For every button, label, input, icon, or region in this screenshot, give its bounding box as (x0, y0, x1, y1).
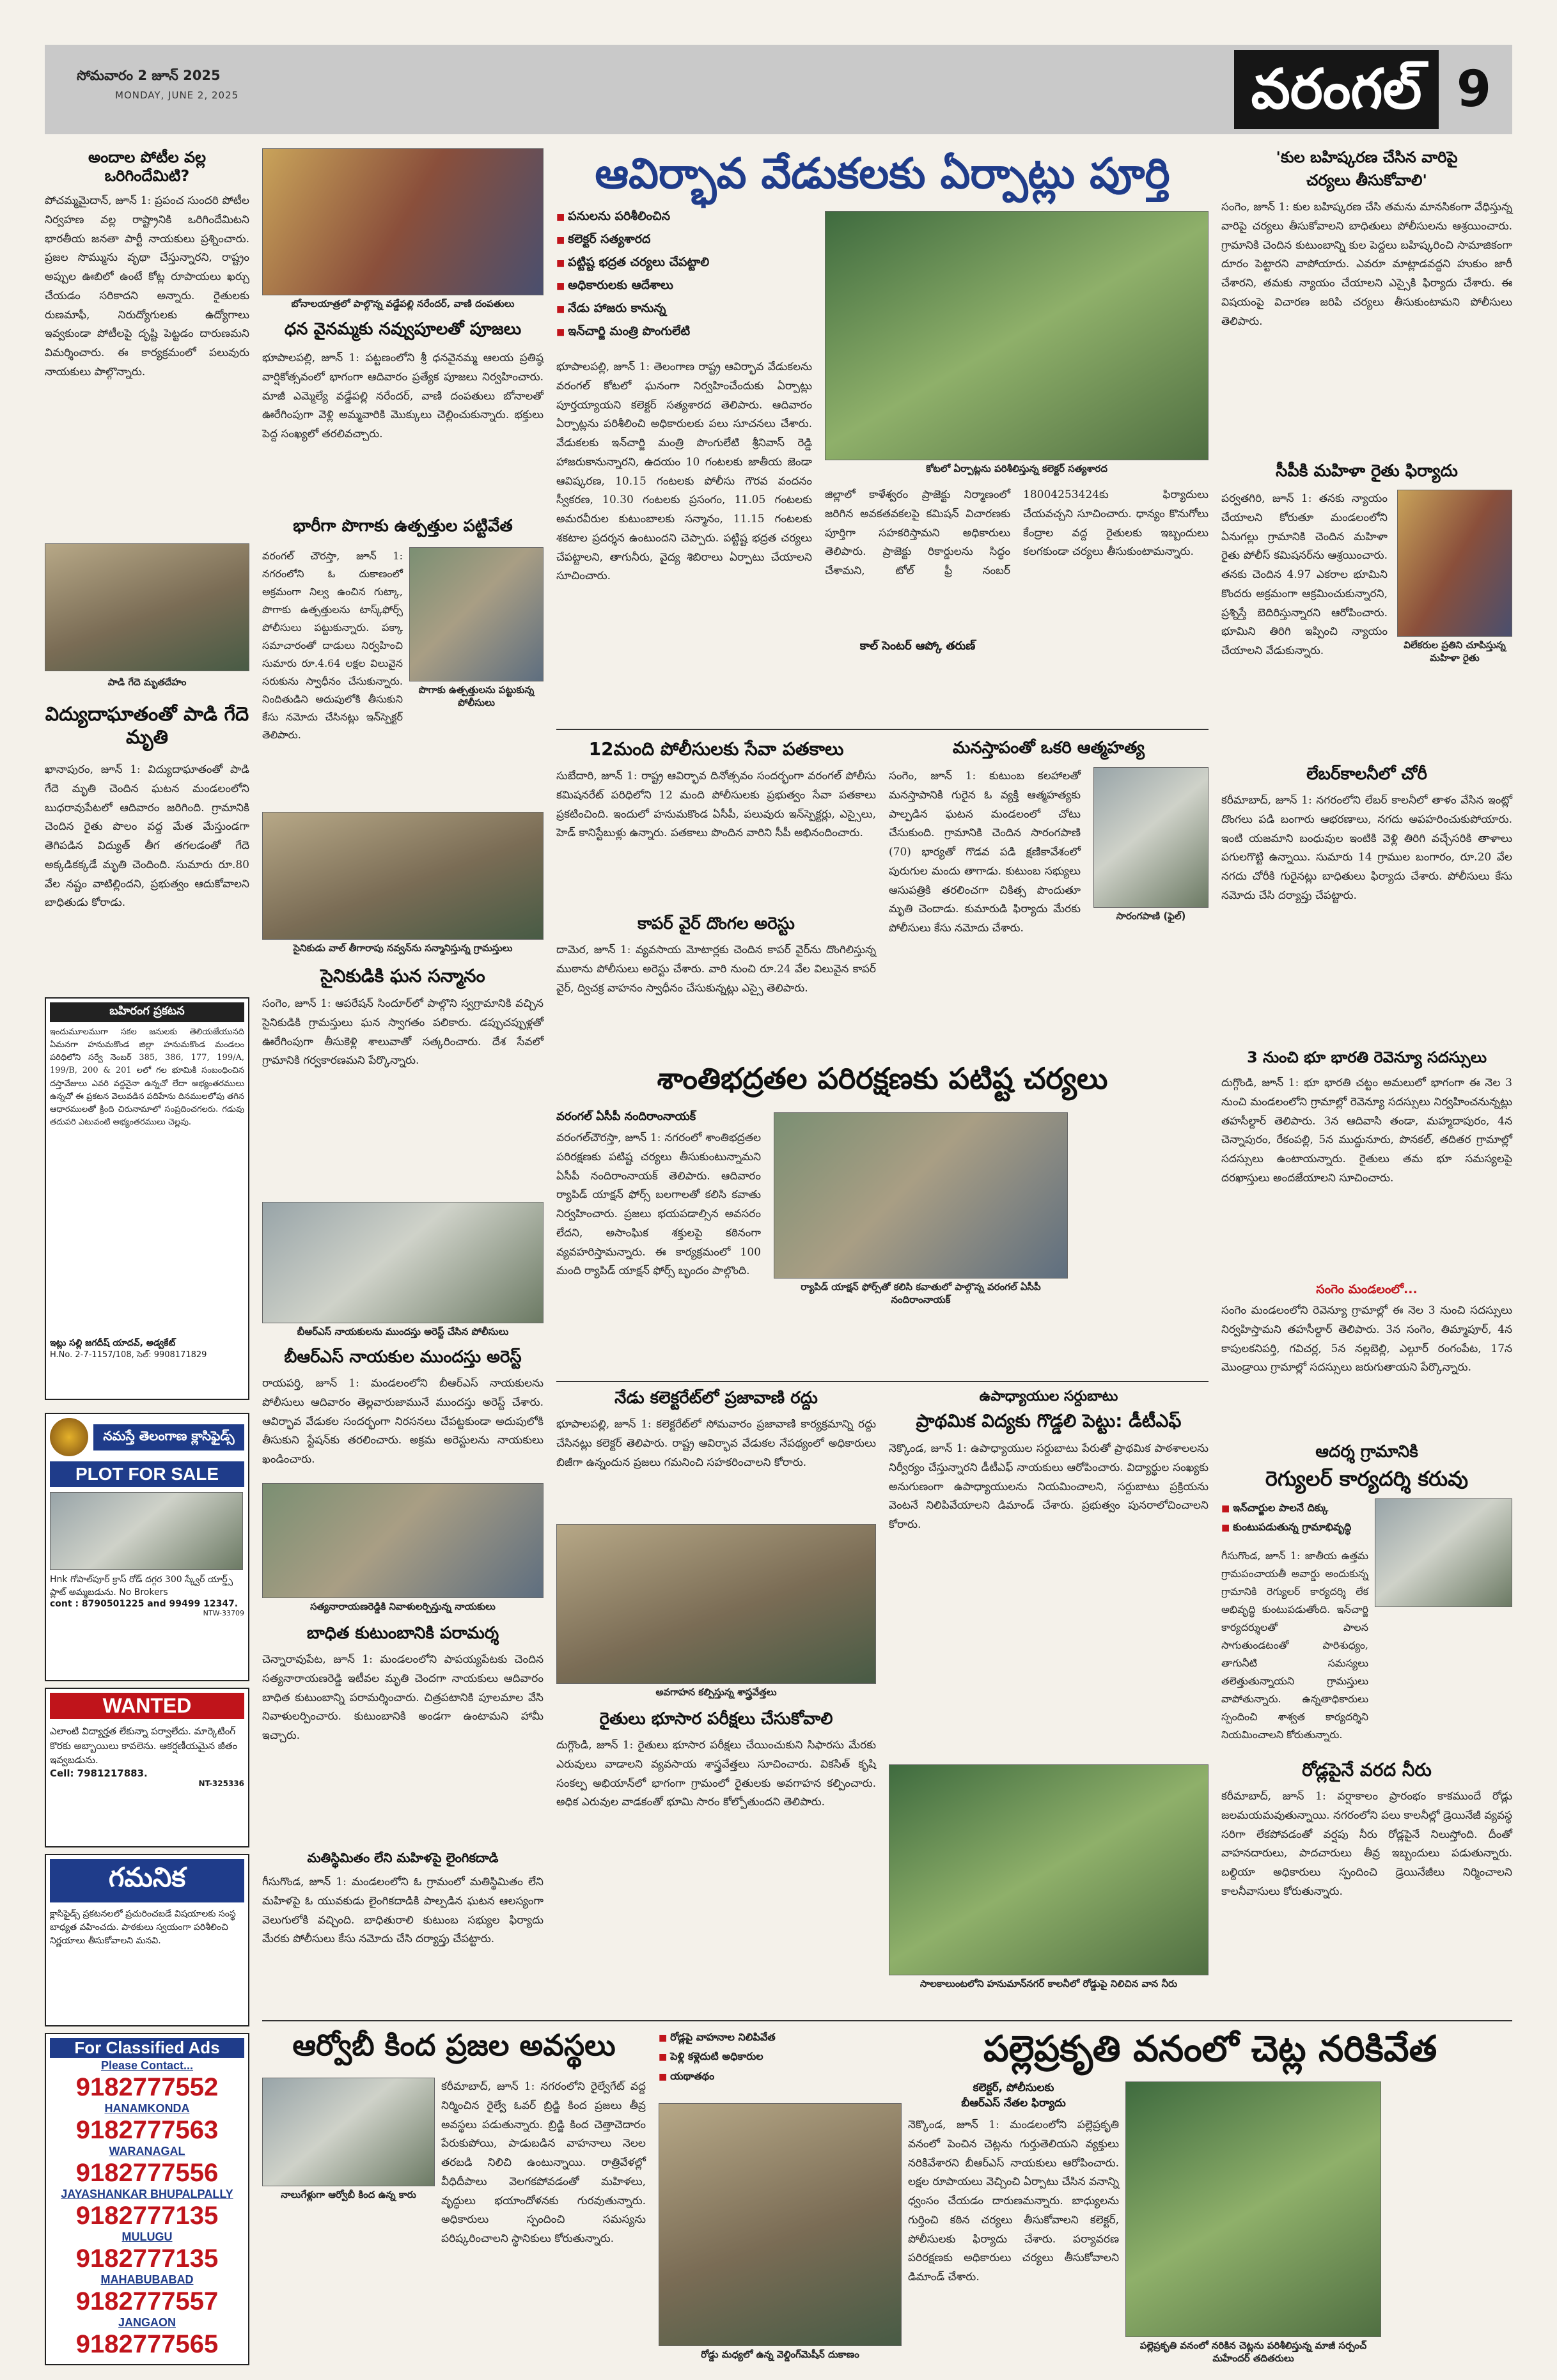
contact-phone-7: 9182777565 (75, 2330, 219, 2358)
rob-bullet-1: ■ రోడ్లపై వాహనాల నిలిపివేత (659, 2028, 902, 2047)
contact-phone-5: 9182777135 (75, 2244, 219, 2273)
headline-caste-boycott-a: 'కుల బహిష్కరణ చేసిన వారిపై (1276, 148, 1458, 166)
main-bullet-2: ■ కలెక్టర్ సత్యశారద (556, 228, 812, 251)
plot-sale-text: Hnk గోపాల్‌పూర్ క్రాస్ రోడ్ దగ్గర 300 స్క్వేర్ యార్డ్స్ ప్లాట్ అమ్మబడును. No Brokers (50, 1575, 233, 1598)
page-number: 9 (1456, 61, 1492, 118)
article-woman-farmer: పర్వతగిరి, జూన్ 1: తనకు న్యాయం చేయాలని కోరుతూ మండలంలోని ఏనుగల్లు గ్రామానికి చెందిన మహిళా రైతు పోలీస్ కమిషనర్‌ను ఆశ్రయించారు. తనకు చెందిన 4.97 ఎకరాల భూమిని కొందరు అక్రమంగా ఆక్రమించుకున్నారని, ప్రశ్నిస్తే బెదిరిస్తున్నారని ఆరోపించారు. భూమిని తిరిగి ఇప్పించి న్యాయం చేయాలని వేడుకున్నారు. (1221, 492, 1388, 657)
headline-soldier-felicitation: సైనికుడికి ఘన సన్మానం (320, 965, 485, 986)
subhead-tree-felling-2: బీఆర్‌ఎస్ నేతల ఫిర్యాదు (961, 2097, 1066, 2110)
divider (262, 2020, 1512, 2021)
subhead-sangem-mandal: సంగెం మండలంలో... (1316, 1282, 1418, 1296)
headline-secretary-a: ఆదర్శ గ్రామానికి (1315, 1442, 1418, 1461)
classified-contacts-box (45, 2033, 249, 2365)
photo-flag-march (774, 1112, 1068, 1279)
for-classified-ads-label: For Classified Ads (50, 2038, 244, 2058)
public-notice-signature: ఇట్లు సల్లి జగదీష్ యాదవ్, అడ్వకేట్ (50, 1338, 176, 1348)
public-notice-box (45, 997, 249, 1400)
caption-scientists: అవగాహన కల్పిస్తున్న శాస్త్రవేత్తలు (655, 1686, 777, 1698)
caption-welding-shop: రోడ్డు మధ్యలో ఉన్న వెల్డింగ్‌మెషీన్ దుకాణం (701, 2349, 859, 2360)
article-beauty-contest: పోచమ్మమైదాన్, జూన్ 1: ప్రపంచ సుందరి పోటీల నిర్వహణ వల్ల రాష్ట్రానికి ఒరిగిందేమిటని భారతీయ జనతా పార్టీ నాయకులు ప్రశ్నించారు. ప్రజల సొమ్మును వృథా చేస్తున్నారని, రాష్ట్రం అప్పుల ఊబిలో ఉంటే కోట్ల రూపాయలు ఖర్చు చేయడం సరికాదని అన్నారు. రైతులకు రుణమాఫీ, నిరుద్యోగులకు ఉద్యోగాలు ఇవ్వకుండా పోటీలపై దృష్టి పెట్టడం దారుణమని విమర్శించారు. ఈ కార్యక్రమంలో పలువురు నాయకులు పాల్గొన్నారు. (45, 194, 249, 378)
caption-waterlogged-road: సాలకాలుంటలోని హనుమాన్‌నగర్ కాలనీలో రోడ్డుపై నిలిచిన వాన నీరు (919, 1978, 1178, 1989)
article-peace-security-cont (1081, 1112, 1209, 1374)
headline-dtf: ప్రాథమిక విద్యకు గొడ్డలి పెట్టు: డీటీఎఫ్ (916, 1410, 1182, 1431)
headline-suicide: మనస్తాపంతో ఒకరి ఆత్మహత్య (952, 738, 1145, 758)
photo-felled-trees (1125, 2081, 1381, 2337)
contact-place-4: MULUGU (121, 2230, 173, 2243)
edition-name: వరంగల్ (1234, 50, 1439, 129)
photo-deceased (1093, 767, 1209, 908)
article-caste-boycott: సంగెం, జూన్ 1: కుల బహిష్కరణ చేసి తమను మానసికంగా వేధిస్తున్న వారిపై చర్యలు తీసుకోవాలని బాధితులు పోలీసులను ఆశ్రయించారు. గ్రామానికి చెందిన కుటుంబాన్ని కుల పెద్దలు బహిష్కరించి సామాజికంగా దూరం పెట్టారని వాపోయారు. ఎవరూ మాట్లాడవద్దని హుకుం జారీ చేశారని, తమకు న్యాయం చేయాలని ఎస్సైకి ఫిర్యాదు చేశారు. ఈ విషయంపై విచారణ జరిపి చర్యలు తీసుకుంటామని పోలీసులు తెలిపారు. (1221, 201, 1512, 328)
photo-tribute (262, 1483, 544, 1598)
wanted-code: NT-325336 (198, 1778, 244, 1788)
contact-place-2: WARANAGAL (109, 2145, 185, 2158)
secretary-bullet-2: ■ కుంటుపడుతున్న గ్రామాభివృద్ధి (1221, 1518, 1368, 1537)
public-notice-address: H.No. 2-7-1157/108, సెల్: 9908171829 (50, 1350, 207, 1360)
photo-waterlogged-road (889, 1764, 1209, 1975)
plot-for-sale-banner: PLOT FOR SALE (50, 1461, 244, 1487)
article-flood-water: కరీమాబాద్, జూన్ 1: వర్షాకాలం ప్రారంభం కాకముందే రోడ్లు జలమయమవుతున్నాయి. నగరంలోని పలు కాలనీల్లో డ్రెయినేజీ వ్యవస్థ సరిగా లేకపోవడంతో వర్షపు నీరు రోడ్లపైనే నిలుస్తోంది. దీంతో వాహనదారులు, పాదచారులు తీవ్ర ఇబ్బందులు పడుతున్నారు. బల్దియా అధికారులు స్పందించి డ్రెయినేజీలు నిర్మించాలని కాలనీవాసులు కోరుతున్నారు. (1221, 1790, 1512, 1898)
headline-flood-water: రోడ్లపైనే వరద నీరు (1302, 1759, 1432, 1780)
subhead-call-center: కాల్ సెంటర్ ఆప్కో తరుణ్ (859, 639, 976, 653)
article-assault-case: గీసుగొండ, జూన్ 1: మండలంలోని ఓ గ్రామంలో మతిస్థిమితం లేని మహిళపై ఓ యువకుడు లైంగికదాడికి పాల్పడిన ఘటన ఆలస్యంగా వెలుగులోకి వచ్చింది. బాధితురాలి కుటుంబ సభ్యుల ఫిర్యాదు మేరకు పోలీసులు కేసు నమోదు చేసి దర్యాప్తు చేపట్టారు. (262, 1876, 544, 1946)
contact-phone-4: 9182777135 (75, 2202, 219, 2230)
byline-acp: వరంగల్ ఏసీపీ నందిరాంనాయక్ (556, 1110, 696, 1123)
article-rob-cont (262, 2212, 435, 2365)
wanted-banner: WANTED (50, 1693, 244, 1719)
article-tobacco-seizure-cont (262, 729, 544, 812)
headline-tobacco-seizure: భారీగా పొగాకు ఉత్పత్తుల పట్టివేత (293, 517, 513, 536)
photo-abandoned-car (262, 2078, 435, 2186)
classified-notice-box (45, 1854, 249, 2026)
main-bullet-3: ■ పట్టిష్ట భద్రత చర్యలు చేపట్టాలి (556, 251, 812, 274)
photo-dead-buffalo (45, 543, 249, 671)
wanted-contact: Cell: 7981217883. (50, 1767, 148, 1779)
divider (556, 729, 1209, 730)
headline-beauty-contest: అందాల పోటీల వల్ల ఒరిగిందేమిటి? (88, 148, 207, 185)
contact-phone-2: 9182777563 (75, 2116, 219, 2144)
photo-bonalu-procession (262, 148, 544, 295)
caption-abandoned-car: నాలుగేళ్లుగా ఆర్వోబీ కింద ఉన్న కారు (281, 2189, 416, 2200)
main-headline: ఆవిర్భావ వేడుకలకు ఏర్పాట్లు పూర్తి (595, 149, 1170, 198)
article-soldier-felicitation: సంగెం, జూన్ 1: ఆపరేషన్ సిందూర్‌లో పాల్గొని స్వగ్రామానికి వచ్చిన సైనికుడికి గ్రామస్తులు ఘన స్వాగతం పలికారు. డప్పుచప్పుళ్లతో ఊరేగింపుగా తీసుకెళ్లి శాలువాతో సత్కరించారు. దేశ సేవలో గ్రామానికి గర్వకారణమని పేర్కొన్నారు. (262, 997, 544, 1068)
contact-place-3: JAYASHANKAR BHUPALPALLY (61, 2188, 233, 2200)
contact-place-5: MAHABUBABAD (100, 2273, 194, 2286)
public-notice-body: ఇందుమూలముగా సకల జనులకు తెలియజేయునది ఏమనగా హనుమకొండ జిల్లా హనుమకొండ మండలం పరిధిలోని సర్వే నెంబర్ 385, 386, 177, 199/A, 199/B, 200 & 201 లలో గల భూమికి సంబంధించిన దస్తావేజులు ఎవరి వద్దనైనా ఉన్నచో లేదా అభ్యంతరములు ఉన్నచో ఈ ప్రకటన వెలువడిన పదిహేను దినములలోపు తగిన ఆధారములతో క్రింది చిరునామాలో సంప్రదించగలరు. గడువు తదుపరి ఎటువంటి అభ్యంతరములు చెల్లవు. (50, 1027, 244, 1127)
headline-brs-arrest: బీఆర్‌ఎస్ నాయకుల ముందస్తు అరెస్ట్ (284, 1348, 522, 1367)
main-bullet-1: ■ పనులను పరిశీలించిన (556, 205, 812, 228)
please-contact-label: Please Contact... (100, 2059, 194, 2072)
contact-place-1: HANAMKONDA (104, 2102, 190, 2115)
headline-assault-case: మతిస్థిమితం లేని మహిళపై లైంగికదాడి (307, 1850, 499, 1865)
article-dhana-vainamma: భూపాలపల్లి, జూన్ 1: పట్టణంలోని శ్రీ ధనవైనమ్మ ఆలయ ప్రతిష్ఠ వార్షికోత్సవంలో భాగంగా ఆదివారం ప్రత్యేక పూజలు నిర్వహించారు. మాజీ ఎమ్మెల్యే వడ్డేపల్లి నరేందర్, వాణి దంపతులు బోనాలతో ఊరేగింపుగా వెళ్లి అమ్మవారికి మొక్కులు చెల్లించుకున్నారు. భక్తులు పెద్ద సంఖ్యలో తరలివచ్చారు. (262, 352, 544, 440)
contact-place-6: JANGAON (118, 2316, 176, 2329)
article-peace-security: వరంగల్‌చౌరస్తా, జూన్ 1: నగరంలో శాంతిభద్రతల పరిరక్షణకు పటిష్ట చర్యలు తీసుకుంటున్నామని ఏసీపీ నందిరాంనాయక్ తెలిపారు. ఆదివారం ర్యాపిడ్ యాక్షన్ ఫోర్స్ బలగాలతో కలిసి కవాతు నిర్వహించారు. ప్రజలు భయపడాల్సిన అవసరం లేదని, అసాంఘిక శక్తులపై కఠినంగా వ్యవహరిస్తామన్నారు. ఈ కార్యక్రమంలో 100 మంది ర్యాపిడ్ యాక్షన్ ఫోర్స్ బృందం పాల్గొంది. (556, 1132, 761, 1278)
classified-plot-box (45, 1413, 249, 1681)
article-soil-test: దుగ్గొండి, జూన్ 1: రైతులు భూసార పరీక్షలు చేయించుకుని సిఫారసు మేరకు ఎరువులు వాడాలని వ్యవసాయ శాస్త్రవేత్తలు సూచించారు. వికసిత్ కృషి సంకల్ప అభియాన్‌లో భాగంగా గ్రామంలో రైతులకు అవగాహన కల్పించారు. అధిక ఎరువుల వాడకంతో భూమి సారం కోల్పోతుందని తెలిపారు. (556, 1739, 876, 1809)
article-family-consolation: చెన్నారావుపేట, జూన్ 1: మండలంలోని పాపయ్యపేటకు చెందిన సత్యనారాయణరెడ్డి ఇటీవల మృతి చెందగా నాయకులు ఆదివారం బాధిత కుటుంబాన్ని పరామర్శించారు. చిత్రపటానికి పూలమాల వేసి నివాళులర్పించారు. కుటుంబానికి అండగా ఉంటామని హామీ ఇచ్చారు. (262, 1653, 544, 1742)
photo-scientists (556, 1524, 876, 1684)
caption-woman-farmer: విలేకరుల ప్రతిని చూపిస్తున్న మహిళా రైతు (1404, 639, 1506, 664)
caption-collector-inspection: కోటలో ఏర్పాట్లను పరిశీలిస్తున్న కలెక్టర్ సత్యశారద (926, 463, 1107, 474)
photo-soldier-felicitation (262, 812, 544, 940)
caption-felled-trees: పల్లెప్రకృతి వనంలో నరికిన చెట్లను పరిశీలిస్తున్న మాజీ సర్పంచ్ మహేందర్ తదితరులు (1139, 2340, 1367, 2364)
headline-woman-farmer: సీపీకి మహిళా రైతు ఫిర్యాదు (1276, 462, 1458, 481)
classified-wanted-box (45, 1688, 249, 1847)
headline-dhana-vainamma: ధన వైనమ్మకు నవ్వుపూలతో పూజలు (284, 320, 522, 339)
main-bullet-5: ■ నేడు హాజరు కానున్న (556, 297, 812, 320)
wanted-text: ఎలాంటి విద్యార్హత లేకున్నా పర్వాలేదు. మార్కెటింగ్ కొరకు అబ్బాయిలు కావలెను. ఆకర్షణీయమైన జీతం ఇవ్వబడును. (50, 1725, 238, 1766)
headline-labour-colony-theft: లేబర్‌కాలనీలో చోరీ (1306, 765, 1427, 784)
article-buffalo-electrocution: ఖానాపురం, జూన్ 1: విద్యుదాఘాతంతో పాడి గేదె మృతి చెందిన ఘటన మండలంలోని బుధరావుపేటలో ఆదివారం జరిగింది. గ్రామానికి చెందిన రైతు పొలం వద్ద మేత మేస్తుండగా తెగిపడిన విద్యుత్ తీగ తగలడంతో గేదె అక్కడికక్కడే మృతి చెందింది. సుమారు రూ.80 వేల నష్టం వాటిల్లిందని, ప్రభుత్వం ఆదుకోవాలని బాధితుడు కోరాడు. (45, 763, 249, 910)
article-dtf: నెక్కొండ, జూన్ 1: ఉపాధ్యాయుల సర్దుబాటు పేరుతో ప్రాథమిక పాఠశాలలను నిర్వీర్యం చేస్తున్నారని డీటీఎఫ్ నాయకులు ఆరోపించారు. విద్యార్థుల సంఖ్యకు అనుగుణంగా ఉపాధ్యాయులను నియమించాలని, సర్దుబాటు ప్రక్రియను వెంటనే నిలిపివేయాలని డిమాండ్ చేశారు. ప్రభుత్వం పునరాలోచించాలని కోరారు. (889, 1442, 1209, 1531)
contact-phone-3: 9182777556 (75, 2159, 219, 2187)
headline-buffalo-electrocution: విద్యుదాఘాతంతో పాడి గేదె మృతి (45, 703, 249, 749)
headline-bhu-bharati: 3 నుంచి భూ భారతి రెవెన్యూ సదస్సులు (1246, 1048, 1487, 1066)
article-secretary-cont (1375, 1611, 1512, 1752)
headline-police-medals: 12మంది పోలీసులకు సేవా పతకాలు (588, 738, 844, 759)
rob-bullet-2: ■ పెళ్లి కళ్లెదుటి అధికారుల (659, 2047, 902, 2066)
photo-panchayat-office (1375, 1498, 1512, 1607)
caption-tobacco-seizure: పొగాకు ఉత్పత్తులను పట్టుకున్న పోలీసులు (418, 684, 535, 708)
article-labour-colony-theft: కరీమాబాద్, జూన్ 1: నగరంలోని లేబర్ కాలనీలో తాళం వేసిన ఇంట్లో దొంగలు పడి బంగారు ఆభరణాలు, నగదు అపహరించుకుపోయారు. ఇంటి యజమాని బంధువుల ఇంటికి వెళ్లి తిరిగి వచ్చేసరికి తాళాలు పగులగొట్టి ఉన్నాయి. సుమారు 14 గ్రాముల బంగారం, రూ.20 వేల నగదు చోరీకి గురైనట్లు బాధితులు ఫిర్యాదు చేశారు. పోలీసులు కేసు నమోదు చేసి దర్యాప్తు చేపట్టారు. (1221, 794, 1512, 902)
headline-rob: ఆర్వోబీ కింద ప్రజల అవస్థలు (292, 2028, 616, 2062)
classified-brand: నమస్తే తెలంగాణ క్లాసిఫైడ్స్ (93, 1424, 244, 1451)
article-bhu-bharati-sangem: సంగెం మండలంలోని రెవెన్యూ గ్రామాల్లో ఈ నెల 3 నుంచి సదస్సులు నిర్వహిస్తామని తహసీల్దార్ తెలిపారు. 3న సంగెం, తిమ్మాపూర్, 4న కాపులకనిపర్తి, గవిచర్ల, 5న నల్లబెల్లి, ఎల్గూర్ రంగంపేట, 17న మొండ్రాయి గ్రామాల్లో సదస్సులు జరుగుతాయని పేర్కొన్నారు. (1221, 1304, 1512, 1374)
contact-phone-1: 9182777552 (75, 2073, 219, 2101)
divider (556, 1381, 1209, 1382)
rob-bullets (659, 2028, 902, 2086)
caption-deceased: సారంగపాణి (ఫైల్) (1116, 910, 1186, 922)
article-suicide: సంగెం, జూన్ 1: కుటుంబ కలహాలతో మనస్తాపానికి గురైన ఓ వ్యక్తి ఆత్మహత్యకు పాల్పడిన ఘటన మండలంలో చోటు చేసుకుంది. గ్రామానికి చెందిన సారంగపాణి (70) భార్యతో గొడవ పడి క్షణికావేశంలో పురుగుల మందు తాగాడు. కుటుంబ సభ్యులు ఆసుపత్రికి తరలించగా చికిత్స పొందుతూ మృతి చెందాడు. కుమారుడి ఫిర్యాదు మేరకు పోలీసులు కేసు నమోదు చేశారు. (889, 770, 1081, 935)
article-bhu-bharati: దుగ్గొండి, జూన్ 1: భూ భారతి చట్టం అమలులో భాగంగా ఈ నెల 3 నుంచి మండలంలోని గ్రామాల్లో రెవెన్యూ సదస్సులు నిర్వహించనున్నట్లు తహసీల్దార్ తెలిపారు. 3న ఆదివాసి తండా, మహ్మదాపురం, 4న చెన్నాపురం, రేకంపల్లి, 5న ముద్దునూరు, పొనకల్, తదితర గ్రామాల్లో సదస్సులు ఉంటాయన్నారు. రైతులు తమ భూ సమస్యలపై దరఖాస్తులు అందజేయాలని సూచించారు. (1221, 1077, 1512, 1185)
subhead-tree-felling-1: కలెక్టర్, పోలీసులకు (973, 2081, 1054, 2094)
article-tree-felling: నెక్కొండ, జూన్ 1: మండలంలోని పల్లెప్రకృతి వనంలో పెంచిన చెట్లను గుర్తుతెలియని వ్యక్తులు నరికివేశారని బీఆర్‌ఎస్ నాయకులు ఆరోపించారు. లక్షల రూపాయలు వెచ్చించి ఏర్పాటు చేసిన వనాన్ని ధ్వంసం చేయడం దారుణమన్నారు. బాధ్యులను గుర్తించి కఠిన చర్యలు తీసుకోవాలని కలెక్టర్, పోలీసులకు ఫిర్యాదు చేశారు. పర్యావరణ పరిరక్షణకు అధికారులు చర్యలు తీసుకోవాలని డిమాండ్ చేశారు. (908, 2119, 1119, 2283)
headline-peace-security: శాంతిభద్రతల పరిరక్షణకు పటిష్ట చర్యలు (657, 1061, 1108, 1096)
caption-tribute: సత్యనారాయణరెడ్డికి నివాళులర్పిస్తున్న నాయకులు (310, 1601, 496, 1612)
headline-caste-boycott-b: చర్యలు తీసుకోవాలి' (1306, 171, 1427, 189)
headline-prajavani-cancel: నేడు కలెక్టరేట్‌లో ప్రజావాణి రద్దు (614, 1388, 818, 1408)
main-bullets (556, 205, 812, 343)
secretary-bullet-1: ■ ఇన్‌చార్జుల పాలనే దిక్కు (1221, 1498, 1368, 1518)
photo-welding-shop (659, 2103, 902, 2346)
public-notice-title: బహిరంగ ప్రకటన (50, 1002, 244, 1022)
headline-tree-felling: పల్లెప్రకృతి వనంలో చెట్ల నరికివేత (983, 2028, 1437, 2070)
photo-collector-inspection (825, 211, 1209, 460)
caption-bonalu-procession: బోనాలయాత్రలో పాల్గొన్న వడ్డేపల్లి నరేందర్, వాణి దంపతులు (291, 298, 515, 309)
article-tree-felling-cont (1388, 2081, 1512, 2365)
photo-woman-farmer (1397, 490, 1512, 637)
headline-secretary-b: రెగ్యులర్ కార్యదర్శి కరువు (1265, 1466, 1469, 1491)
article-police-medals: సుబేదారి, జూన్ 1: రాష్ట్ర ఆవిర్భావ దినోత్సవం సందర్భంగా వరంగల్ పోలీసు కమిషనరేట్ పరిధిలోని 12 మంది పోలీసులకు ప్రభుత్వం సేవా పతకాలు ప్రకటించింది. ఇందులో హనుమకొండ ఏసీపీ, పలువురు ఇన్‌స్పెక్టర్లు, ఎస్సైలు, హెడ్ కానిస్టేబుళ్లు ఉన్నారు. పతకాలు పొందిన వారిని సీపీ అభినందించారు. (556, 770, 876, 840)
article-tobacco-seizure: వరంగల్ చౌరస్తా, జూన్ 1: నగరంలోని ఓ దుకాణంలో అక్రమంగా నిల్వ ఉంచిన గుట్కా, పొగాకు ఉత్పత్తులను టాస్క్‌ఫోర్స్ పోలీసులు పట్టుకున్నారు. పక్కా సమాచారంతో దాడులు నిర్వహించి సుమారు రూ.4.64 లక్షల విలువైన సరుకును స్వాధీనం చేసుకున్నారు. నిందితుడిని అదుపులోకి తీసుకుని కేసు నమోదు చేసినట్లు ఇన్‌స్పెక్టర్ తెలిపారు. (262, 550, 403, 741)
masthead-date-telugu: సోమవారం 2 జూన్ 2025 (77, 68, 221, 83)
headline-family-consolation: బాధిత కుటుంబానికి పరామర్శ (306, 1624, 499, 1643)
contact-phone-6: 9182777557 (75, 2287, 219, 2315)
article-copper-wire-theft: దామెర, జూన్ 1: వ్యవసాయ మోటార్లకు చెందిన కాపర్ వైర్‌ను దొంగిలిస్తున్న ముఠాను పోలీసులు అరెస్టు చేశారు. వారి నుంచి రూ.24 వేల విలువైన కాపర్ వైర్, ద్విచక్ర వాహనం స్వాధీనం చేసుకున్నట్లు ఎస్సై తెలిపారు. (556, 944, 876, 995)
article-brs-arrest: రాయపర్తి, జూన్ 1: మండలంలోని బీఆర్‌ఎస్ నాయకులను పోలీసులు ఆదివారం తెల్లవారుజామునే ముందస్తు అరెస్ట్ చేశారు. ఆవిర్భావ వేడుకల సందర్భంగా నిరసనలు చేపట్టకుండా అదుపులోకి తీసుకుని స్టేషన్‌కు తరలించారు. అక్రమ అరెస్టులను నాయకులు ఖండించారు. (262, 1377, 544, 1466)
subhead-teacher-adjustment: ఉపాధ్యాయుల సర్దుబాటు (979, 1388, 1118, 1404)
headline-soil-test: రైతులు భూసార పరీక్షలు చేసుకోవాలి (599, 1709, 833, 1729)
article-prajavani-cancel: భూపాలపల్లి, జూన్ 1: కలెక్టరేట్‌లో సోమవారం ప్రజావాణి కార్యక్రమాన్ని రద్దు చేసినట్లు కలెక్టర్ తెలిపారు. రాష్ట్ర ఆవిర్భావ వేడుకల నేపథ్యంలో అధికారులు బిజీగా ఉన్నందున ప్రజలు గమనించి సహకరించాలని కోరారు. (556, 1418, 876, 1469)
plot-sale-photo (50, 1492, 243, 1570)
newspaper-logo-icon (50, 1418, 88, 1456)
article-secretary: గీసుగొండ, జూన్ 1: జాతీయ ఉత్తమ గ్రామపంచాయతీ అవార్డు అందుకున్న గ్రామానికి రెగ్యులర్ కార్యదర్శి లేక అభివృద్ధి కుంటుపడుతోంది. ఇన్‌చార్జి కార్యదర్శులతో పాలన సాగుతుండటంతో పారిశుధ్యం, తాగునీటి సమస్యలు తలెత్తుతున్నాయని గ్రామస్తులు వాపోతున్నారు. ఉన్నతాధికారులు స్పందించి శాశ్వత కార్యదర్శిని నియమించాలని కోరుతున్నారు. (1221, 1550, 1368, 1741)
rob-bullet-3: ■ యథాతథం (659, 2067, 902, 2086)
headline-copper-wire-theft: కాపర్ వైర్ దొంగల అరెస్టు (638, 914, 795, 933)
article-kaleshwaram: జిల్లాలో కాళేశ్వరం ప్రాజెక్టు నిర్మాణంలో జరిగిన అవకతవకలపై కమిషన్ విచారణకు పూర్తిగా సహకరిస్తామని అధికారులు తెలిపారు. ప్రాజెక్టు రికార్డులను సిద్ధం చేశామని, టోల్ ఫ్రీ నంబర్ 18004253424కు ఫిర్యాదులు చేయవచ్చని సూచించారు. ధాన్యం కొనుగోలు కేంద్రాల వద్ద రైతులకు ఇబ్బందులు కలగకుండా చర్యలు తీసుకుంటామన్నారు. (825, 488, 1209, 577)
main-article-body: భూపాలపల్లి, జూన్ 1: తెలంగాణ రాష్ట్ర ఆవిర్భావ వేడుకలను వరంగల్ కోటలో ఘనంగా నిర్వహించేందుకు ఏర్పాట్లు పూర్తయ్యాయని కలెక్టర్ సత్యశారద తెలిపారు. ఆదివారం ఏర్పాట్లను పరిశీలించి అధికారులకు పలు సూచనలు చేశారు. వేడుకలకు ఇన్‌చార్జి మంత్రి పొంగులేటి శ్రీనివాస్ రెడ్డి హాజరుకానున్నారని, ఉదయం 10 గంటలకు జాతీయ జెండా ఆవిష్కరణ, 10.15 గంటలకు పోలీసు గౌరవ వందనం స్వీకరణ, 10.30 గంటలకు ప్రసంగం, 11.05 గంటలకు అమరవీరుల కుటుంబాలకు సన్మానం, 11.15 గంటలకు శకటాల ప్రదర్శన ఉంటుందని చెప్పారు. పట్టిష్ట భద్రత చర్యలు చేపట్టాలని, తాగునీరు, వైద్య శిబిరాలు ఏర్పాటు చేయాలని సూచించారు. (556, 361, 812, 583)
caption-flag-march: ర్యాపిడ్ యాక్షన్ ఫోర్స్‌తో కలిసి కవాతులో పాల్గొన్న వరంగల్ ఏసీపీ నందిరాంనాయక్ (801, 1281, 1041, 1305)
caption-brs-arrest: బీఆర్‌ఎస్ నాయకులను ముందస్తు అరెస్ట్ చేసిన పోలీసులు (297, 1326, 509, 1337)
masthead-date-english: MONDAY, JUNE 2, 2025 (115, 89, 239, 101)
classified-notice-text: క్లాసిఫైడ్స్ ప్రకటనలలో ప్రచురించబడే విషయాలకు సంస్థ బాధ్యత వహించదు. పాఠకులు స్వయంగా పరిశీలించి నిర్ణయాలు తీసుకోవాలని మనవి. (50, 1909, 236, 1946)
article-rob: కరీమాబాద్, జూన్ 1: నగరంలోని రైల్వేగేట్ వద్ద నిర్మించిన రైల్వే ఓవర్ బ్రిడ్జి కింద ప్రజలు తీవ్ర అవస్థలు పడుతున్నారు. బ్రిడ్జి కింద చెత్తాచెదారం పేరుకుపోయి, పాడుబడిన వాహనాలు నెలల తరబడి నిలిచి ఉంటున్నాయి. రాత్రివేళల్లో వీధిదీపాలు వెలగకపోవడంతో మహిళలు, వృద్ధులు భయాందోళనకు గురవుతున్నారు. అధికారులు స్పందించి సమస్యను పరిష్కరించాలని స్థానికులు కోరుతున్నారు. (441, 2080, 646, 2245)
plot-sale-code: NTW-33709 (203, 1609, 244, 1618)
secretary-bullets (1221, 1498, 1368, 1537)
main-bullet-4: ■ అధికారులకు ఆదేశాలు (556, 274, 812, 297)
main-bullet-6: ■ ఇన్‌చార్జి మంత్రి పొంగులేటి (556, 320, 812, 343)
photo-brs-arrest (262, 1202, 544, 1323)
caption-soldier-felicitation: సైనికుడు వాల్ తీగారాపు నవ్వన్‌ను సన్మానిస్తున్న గ్రామస్తులు (293, 942, 513, 954)
caption-dead-buffalo: పాడి గేదె మృతదేహం (107, 676, 187, 688)
photo-tobacco-seizure (409, 547, 544, 681)
plot-sale-contact: cont : 8790501225 and 99499 12347. (50, 1599, 239, 1610)
classified-notice-banner: గమనిక (50, 1859, 244, 1902)
